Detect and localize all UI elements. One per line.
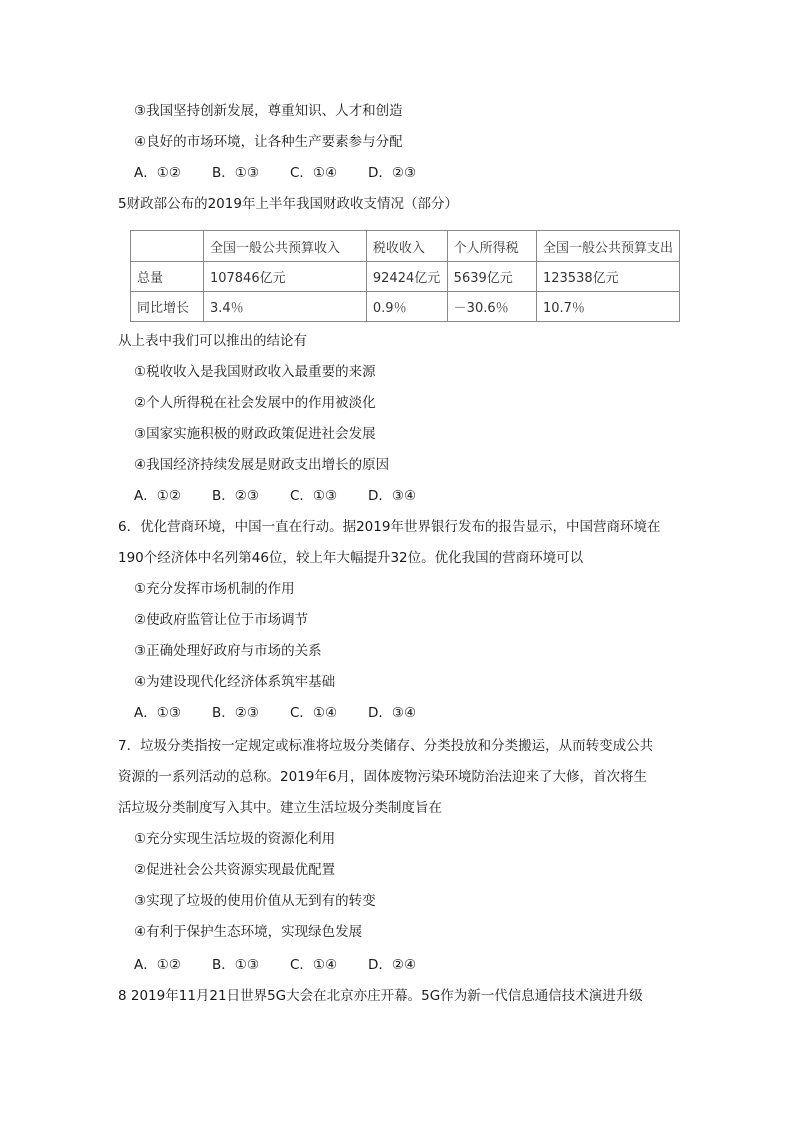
q5-choice-d[interactable]: D．③④ [368, 488, 417, 504]
table-header-cell: 全国一般公共预算收入 [203, 231, 366, 262]
q6-stem-line-2: 190个经济体中名列第46位，较上年大幅提升32位。优化我国的营商环境可以 [118, 550, 584, 566]
q5-choice-c[interactable]: C．①③ [290, 488, 338, 504]
table-cell: 3.4％ [203, 292, 366, 322]
table-header-cell: 税收收入 [366, 231, 447, 262]
q4-option-4: ④良好的市场环境，让各种生产要素参与分配 [134, 134, 403, 150]
q5-option-2: ②个人所得税在社会发展中的作用被淡化 [134, 395, 376, 411]
q6-choice-d[interactable]: D．③④ [368, 705, 417, 721]
q7-option-4: ④有利于保护生态环境，实现绿色发展 [134, 924, 363, 940]
q6-choice-c[interactable]: C．①④ [290, 705, 338, 721]
q7-option-1: ①充分实现生活垃圾的资源化利用 [134, 831, 336, 847]
table-cell: 107846亿元 [203, 262, 366, 292]
q7-stem-line-3: 活垃圾分类制度写入其中。建立生活垃圾分类制度旨在 [118, 800, 442, 816]
q5-option-3: ③国家实施积极的财政政策促进社会发展 [134, 426, 376, 442]
table-cell: 10.7％ [536, 292, 679, 322]
table-cell: 总量 [131, 262, 204, 292]
finance-table [130, 230, 680, 322]
q7-stem-line-2: 资源的一系列活动的总称。2019年6月，固体废物污染环境防治法迎来了大修，首次将生 [118, 769, 647, 785]
q6-option-1: ①充分发挥市场机制的作用 [134, 581, 295, 597]
q8-stem-line-1: 8 2019年11月21日世界5G大会在北京亦庄开幕。5G作为新一代信息通信技术演进升级 [118, 988, 643, 1004]
q5-choice-a[interactable]: A．①② [134, 488, 181, 504]
q6-choice-b[interactable]: B．②③ [212, 705, 259, 721]
q7-option-2: ②促进社会公共资源实现最优配置 [134, 862, 336, 878]
table-cell: －30.6％ [447, 292, 536, 322]
q4-choice-c[interactable]: C．①④ [290, 165, 338, 181]
table-header-cell: 全国一般公共预算支出 [536, 231, 679, 262]
table-header-row [131, 231, 680, 262]
table-cell: 123538亿元 [536, 262, 679, 292]
q5-question: 从上表中我们可以推出的结论有 [118, 333, 307, 349]
table-cell: 5639亿元 [447, 262, 536, 292]
table-cell: 同比增长 [131, 292, 204, 322]
q6-option-3: ③正确处理好政府与市场的关系 [134, 643, 322, 659]
q7-choice-a[interactable]: A．①② [134, 957, 181, 973]
q7-choice-d[interactable]: D．②④ [368, 957, 417, 973]
q5-stem: 5财政部公布的2019年上半年我国财政收支情况（部分） [118, 196, 458, 212]
table-row [131, 292, 680, 322]
table-cell: 92424亿元 [366, 262, 447, 292]
q4-choice-d[interactable]: D．②③ [368, 165, 417, 181]
q6-option-2: ②使政府监管让位于市场调节 [134, 612, 309, 628]
q7-option-3: ③实现了垃圾的使用价值从无到有的转变 [134, 893, 376, 909]
q7-choice-b[interactable]: B．①③ [212, 957, 259, 973]
q6-choice-a[interactable]: A．①③ [134, 705, 181, 721]
q7-stem-line-1: 7．垃圾分类指按一定规定或标准将垃圾分类储存、分类投放和分类搬运，从而转变成公共 [118, 738, 654, 754]
q5-choices [134, 487, 446, 505]
q7-choices [134, 956, 446, 974]
q7-choice-c[interactable]: C．①④ [290, 957, 338, 973]
q4-option-3: ③我国坚持创新发展，尊重知识、人才和创造 [134, 103, 403, 119]
table-cell: 0.9％ [366, 292, 447, 322]
q4-choice-b[interactable]: B．①③ [212, 165, 259, 181]
q4-choice-a[interactable]: A．①② [134, 165, 181, 181]
table-header-cell [131, 231, 204, 262]
q5-choice-b[interactable]: B．②③ [212, 488, 259, 504]
q5-option-4: ④我国经济持续发展是财政支出增长的原因 [134, 457, 390, 473]
table-header-cell: 个人所得税 [447, 231, 536, 262]
q6-option-4: ④为建设现代化经济体系筑牢基础 [134, 674, 336, 690]
q6-choices [134, 704, 446, 722]
q4-choices [134, 164, 446, 182]
q6-stem-line-1: 6．优化营商环境，中国一直在行动。据2019年世界银行发布的报告显示，中国营商环境在 [118, 519, 661, 535]
table-row [131, 262, 680, 292]
q5-option-1: ①税收收入是我国财政收入最重要的来源 [134, 364, 376, 380]
